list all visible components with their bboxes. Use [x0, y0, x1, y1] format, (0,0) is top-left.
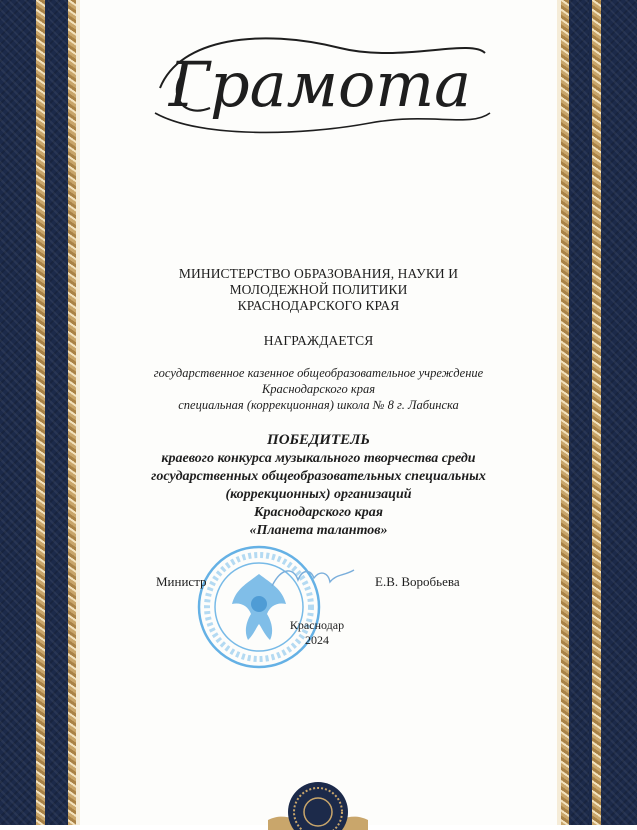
ministry-line-2: МОЛОДЕЖНОЙ ПОЛИТИКИ	[229, 282, 408, 297]
recipient-line-2: Краснодарского края	[261, 382, 376, 396]
bottom-seal-emblem	[268, 770, 368, 830]
title-calligraphy	[140, 18, 500, 148]
recipient-line-3: специальная (коррекционная) школа № 8 г. Лабинска	[178, 398, 459, 412]
title-text: Грамота	[168, 48, 472, 121]
year: 2024	[305, 633, 329, 647]
award-line-6: «Планета талантов»	[249, 523, 388, 538]
ministry-line-1: МИНИСТЕРСТВО ОБРАЗОВАНИЯ, НАУКИ И	[178, 266, 459, 281]
award-line-3: государственных общеобразовательных специальных	[151, 469, 486, 484]
place: Краснодар	[289, 618, 345, 632]
recipient-line-1: государственное казенное общеобразовательное учреждение	[153, 366, 484, 380]
award-line-4: (коррекционных) организаций	[225, 487, 412, 502]
signer-name: Е.В. Воробьева	[375, 574, 460, 589]
award-line-2: краевого конкурса музыкального творчества среди	[161, 451, 476, 466]
award-line-5: Краснодарского края	[254, 505, 383, 520]
award-title: ПОБЕДИТЕЛЬ	[267, 432, 370, 448]
handwritten-signature	[268, 560, 358, 594]
awarded-label: НАГРАЖДАЕТСЯ	[263, 333, 374, 348]
signer-position: Министр	[156, 574, 207, 589]
ministry-line-3: КРАСНОДАРСКОГО КРАЯ	[237, 298, 400, 313]
